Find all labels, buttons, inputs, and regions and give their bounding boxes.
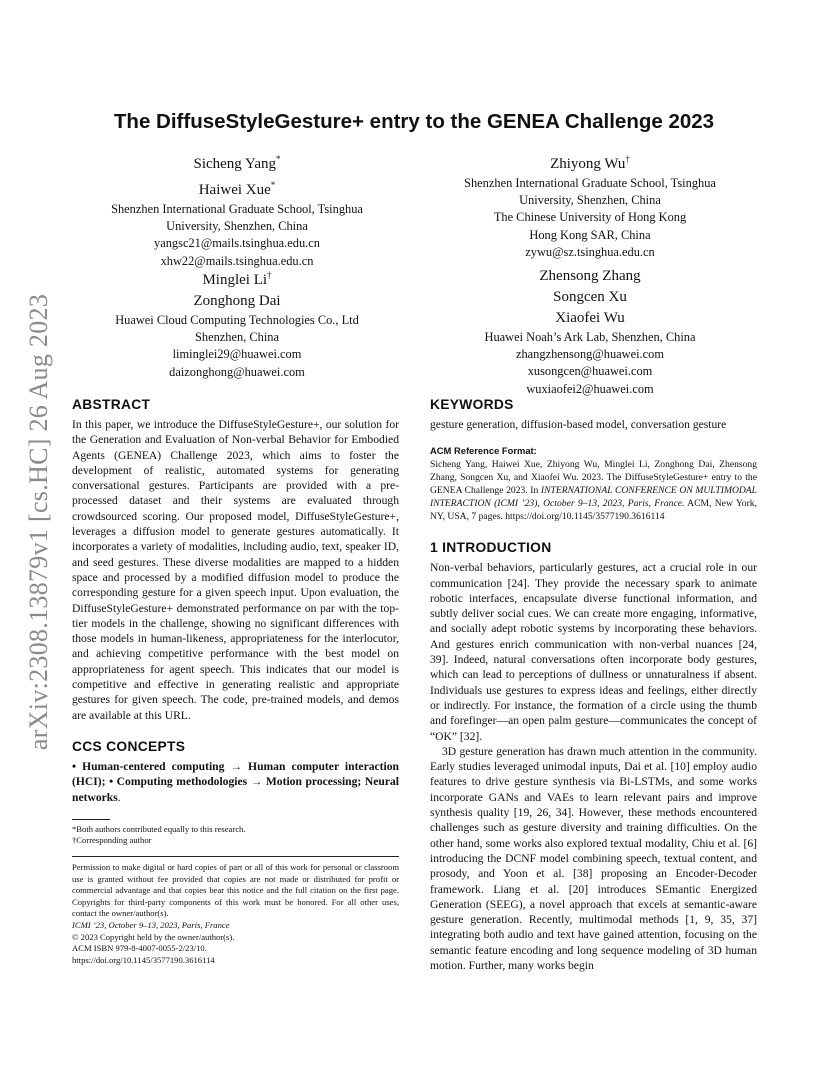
ccs-heading: CCS CONCEPTS (72, 738, 186, 754)
keywords-heading: KEYWORDS (430, 397, 514, 412)
author-group-left-2 (72, 265, 402, 381)
ccs-concepts: • Human-centered computing → Human computer interaction (HCI); • Computing methodologies → Motion processing; Neural networks. (72, 759, 399, 804)
author-affiliation: Shenzhen, China (195, 330, 279, 345)
author-affiliation: Huawei Noah’s Ark Lab, Shenzhen, China (484, 330, 696, 344)
copyright-line: © 2023 Copyright held by the owner/author(s). (72, 931, 235, 942)
author-email: yangsc21@mails.tsinghua.edu.cn (154, 236, 320, 251)
isbn-line: ACM ISBN 979-8-4007-0055-2/23/10. (72, 943, 207, 954)
acm-reference-text: Sicheng Yang, Haiwei Xue, Zhiyong Wu, Minglei Li, Zonghong Dai, Zhensong Zhang, Songcen Xu, and Xiaofei Wu. 2023. The DiffuseStyleGesture+ entry to the GENEA Challenge 2023. In INTERNATIONAL CONFERENCE ON MULTIMODAL INTERACTION (ICMI ’23), October 9–13, 2023, Paris, France. ACM, New York, NY, USA, 7 pages. https://doi.org/10.1145/3577190.3616114 (430, 459, 757, 523)
arxiv-identifier-text: arXiv:2308.13879v1 [cs.HC] 26 Aug 2023 (24, 293, 53, 751)
author-email: xhw22@mails.tsinghua.edu.cn (160, 253, 314, 268)
abstract-heading: ABSTRACT (72, 397, 151, 412)
author-name: Minglei Li† (202, 270, 272, 288)
footnote-rule (72, 819, 110, 820)
footnote: *Both authors contributed equally to this research. (72, 823, 246, 834)
doi-link[interactable]: https://doi.org/10.1145/3577190.3616114 (72, 954, 215, 965)
author-affiliation: The Chinese University of Hong Kong (493, 210, 687, 225)
author-name: Sicheng Yang* (193, 154, 281, 172)
author-name: Songcen Xu (553, 289, 627, 305)
introduction-paragraph: Non-verbal behaviors, particularly gestures, act a crucial role in our communication [24]. They provide the necessary spark to animate robotic interfaces, encapsulate diverse functional information, and subtly deliver social cues. We can create more engaging, informative, and socially adept robotic systems by incorporating these behaviors. And gestures enrich communication with non-verbal nuances [24, 39]. Indeed, natural conversations often incorporate body gestures, which can lead to perceptions of dullness or unnaturalness if absent. Individuals use gestures to express ideas and feelings, either directly or indirectly. For instance, the formation of a circle using the thumb and forefinger—an open palm gesture—communicates the concept of “OK” [32]. (430, 561, 757, 743)
arxiv-identifier (18, 282, 60, 762)
author-name: Xiaofei Wu (555, 310, 625, 326)
introduction-heading: 1 INTRODUCTION (430, 540, 552, 556)
permission-rule (72, 856, 399, 857)
introduction-paragraph: 3D gesture generation has drawn much attention in the community. Early studies leveraged unimodal inputs, Dai et al. [10] employ audio features to drive gesture synthesis via Bi-LSTMs, and some works incorporate GANs and VAEs to learn relevant pairs and improve synthesis quality [19, 26, 34]. However, these methods encountered challenges such as gesture diversity and training difficulties. On the other hand, some works also explored textual modality, Chiu et al. [6] introducing the DCNF model combining speech, textual content, and prosody, and Yoon et al. [38] proposing an Encoder-Decoder framework. Liang et al. [20] introduces SEmantic Energized Generation (SEEG), a novel approach that excels at semantic-aware gesture generation. Recently, multimodal methods [1, 9, 35, 37] integrating both audio and text have gained attention, focusing on the semantic feature encoding and long sequence modeling of 3D human motion. Further, many works begin (430, 744, 757, 973)
author-affiliation: University, Shenzhen, China (519, 193, 661, 208)
ccs-item: • Computing methodologies → Motion processing; (109, 775, 362, 789)
author-affiliation: Shenzhen International Graduate School, Tsinghua (464, 176, 716, 190)
author-affiliation: Shenzhen International Graduate School, Tsinghua (111, 202, 363, 216)
author-affiliation: Hong Kong SAR, China (529, 227, 651, 242)
author-name: Zonghong Dai (193, 293, 281, 309)
author-email: daizonghong@huawei.com (169, 364, 305, 379)
left-column (72, 397, 399, 847)
ccs-item: • Human-centered computing → Human computer interaction (HCI); (72, 759, 399, 789)
author-name: Zhensong Zhang (539, 268, 641, 284)
author-name: Zhiyong Wu† (550, 154, 630, 172)
author-affiliation: Huawei Cloud Computing Technologies Co., Ltd (115, 313, 359, 327)
right-column (430, 397, 757, 973)
permission-block (72, 856, 399, 966)
venue-line: ICMI ’23, October 9–13, 2023, Paris, France (72, 919, 230, 930)
author-email: zhangzhensong@huawei.com (515, 347, 664, 362)
ccs-item: Neural networks (72, 775, 399, 804)
author-group-right-2 (425, 266, 755, 398)
author-email: xusongcen@huawei.com (527, 364, 653, 379)
author-email: liminglei29@huawei.com (172, 347, 302, 362)
author-group-right-1 (425, 149, 755, 261)
abstract-text: In this paper, we introduce the DiffuseStyleGesture+, our solution for the Generation and Evaluation of Non-verbal Behavior for Embodied Agents (GENEA) Challenge 2023, which aims to foster the development of realistic, automated systems for generating conversational gestures. Participants are provided with a pre-processed dataset and their systems are evaluated through crowdsourced scoring. Our proposed model, DiffuseStyleGesture+, leverages a diffusion model to generate gestures automatically. It incorporates a variety of modalities, including audio, text, speaker ID, and seed gestures. These diverse modalities are mapped to a hidden space and processed by a modified diffusion model to produce the corresponding gesture for a given speech input. Upon evaluation, the DiffuseStyleGesture+ demonstrated performance on par with the top-tier models in the challenge, showing no significant differences with those models in human-likeness, appropriateness for the interlocutor, and achieving competitive performance with the best model on appropriateness for agent speech. This indicates that our model is competitive and effective in generating realistic and appropriate gestures for given speech. The code, pre-trained models, and demos are available at this URL. (72, 418, 399, 722)
permission-text: Permission to make digital or hard copies of part or all of this work for personal or classroom use is granted without fee provided that copies are not made or distributed for profit or commercial advantage and that copies bear this notice and the full citation on the first page. Copyrights for third-party components of this work must be honored. For all other uses, contact the owner/author(s). (72, 862, 399, 919)
footnote: †Corresponding author (72, 835, 152, 846)
paper-title: The DiffuseStyleGesture+ entry to the GENEA Challenge 2023 (113, 110, 715, 133)
author-email: zywu@sz.tsinghua.edu.cn (525, 244, 655, 259)
author-affiliation: University, Shenzhen, China (166, 219, 308, 234)
author-group-left-1 (72, 149, 402, 270)
author-email: wuxiaofei2@huawei.com (526, 381, 654, 396)
author-name: Haiwei Xue* (198, 180, 276, 198)
acm-reference-heading: ACM Reference Format: (430, 445, 537, 457)
keywords-text: gesture generation, diffusion-based model, conversation gesture (430, 418, 727, 431)
